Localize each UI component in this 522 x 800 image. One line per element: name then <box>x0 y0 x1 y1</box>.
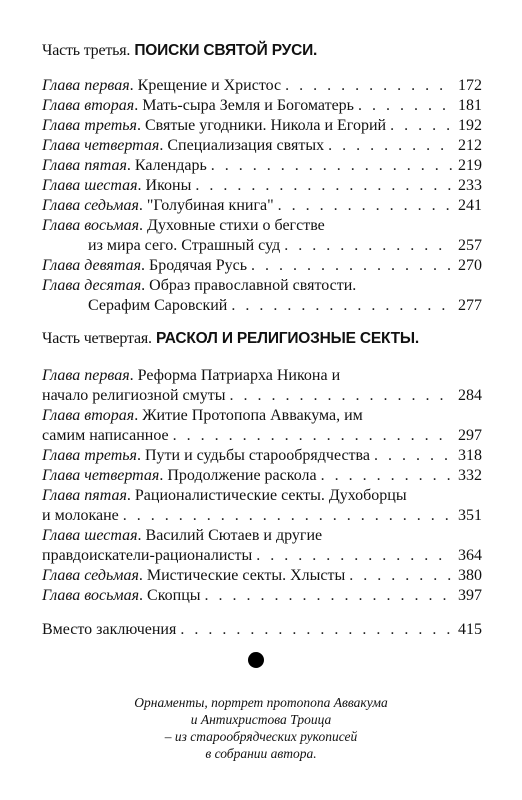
page-number: 332 <box>458 467 482 484</box>
chapter-label: Глава вторая <box>42 407 135 424</box>
chapter-label: Глава шестая <box>42 527 138 544</box>
page-number: 233 <box>458 177 482 194</box>
part-title-punct: . <box>414 330 420 347</box>
chapter-label: Глава девятая <box>42 257 142 274</box>
toc-entry[interactable]: Глава девятая . Бродячая Русь . . . 270 <box>42 256 482 276</box>
toc-entry-continuation[interactable] <box>42 236 482 256</box>
toc-entry[interactable]: Глава вторая . Житие Протопопа Аввакума, им <box>42 407 363 424</box>
toc-entry[interactable]: Глава восьмая . Духовные стихи о бегстве <box>42 217 325 234</box>
chapter-title: Продолжение раскола <box>167 467 317 484</box>
chapter-label: Глава седьмая <box>42 197 139 214</box>
chapter-title: Иконы <box>145 177 192 194</box>
chapter-title: Духовные стихи о бегстве <box>147 217 325 234</box>
part-label: Часть четвертая. <box>42 330 152 347</box>
part-heading <box>42 330 419 348</box>
chapter-title: Святые угодники. Никола и Егорий <box>144 117 387 134</box>
chapter-title-continued: и молокане <box>42 507 119 524</box>
toc-entry-continuation[interactable] <box>42 386 482 406</box>
page-number: 397 <box>458 587 482 604</box>
chapter-title: Бродячая Русь <box>149 257 248 274</box>
dot-leader <box>251 256 452 276</box>
dot-leader <box>321 466 452 486</box>
chapter-title-continued: из мира сего. Страшный суд <box>88 237 281 254</box>
chapter-label: Глава пятая <box>42 157 127 174</box>
toc-entry[interactable]: Глава первая . Крещение и Христос . . . 172 <box>42 76 482 96</box>
toc-entry-continuation[interactable] <box>42 546 482 566</box>
chapter-label: Глава третья <box>42 447 137 464</box>
page-number: 297 <box>458 427 482 444</box>
toc-entry[interactable]: Глава шестая . Иконы . . . 233 <box>42 176 482 196</box>
chapter-title: Житие Протопопа Аввакума, им <box>142 407 363 424</box>
toc-entry[interactable]: Глава пятая . Рационалистические секты. Духоборцы <box>42 487 407 504</box>
dot-leader <box>390 116 452 136</box>
chapter-title: Образ православной святости. <box>149 277 357 294</box>
chapter-label: Глава третья <box>42 117 137 134</box>
chapter-title-continued: начало религиозной смуты <box>42 387 226 404</box>
chapter-title-continued: самим написанное <box>42 427 169 444</box>
chapter-label: Глава четвертая <box>42 467 160 484</box>
chapter-label: Глава восьмая <box>42 217 140 234</box>
dot-leader <box>328 136 452 156</box>
chapter-label: Глава десятая <box>42 277 142 294</box>
page-number: 380 <box>458 567 482 584</box>
chapter-title: "Голубиная книга" <box>146 197 274 214</box>
dot-leader <box>278 196 452 216</box>
toc-entry[interactable]: Глава первая . Реформа Патриарха Никона и <box>42 367 341 384</box>
chapter-label: Глава вторая <box>42 97 135 114</box>
dot-leader <box>211 156 452 176</box>
chapter-label: Глава первая <box>42 77 130 94</box>
chapter-title: Пути и судьбы старообрядчества <box>144 447 370 464</box>
page-number: 241 <box>458 197 482 214</box>
chapter-title: Василий Сютаев и другие <box>145 527 323 544</box>
part-title-punct: . <box>313 42 318 59</box>
chapter-label: Глава седьмая <box>42 567 139 584</box>
chapter-title: Реформа Патриарха Никона и <box>137 367 341 384</box>
toc-entry[interactable]: Глава седьмая . "Голубиная книга" . . . 241 <box>42 196 482 216</box>
dot-leader <box>284 236 452 256</box>
chapter-label: Глава пятая <box>42 487 127 504</box>
chapter-title: Мать-сыра Земля и Богоматерь <box>142 97 354 114</box>
toc-entry[interactable]: Глава седьмая . Мистические секты. Хлысты . . . 380 <box>42 566 482 586</box>
part-title: ПОИСКИ СВЯТОЙ РУСИ <box>134 42 314 59</box>
note-line: и Антихристова Троица <box>190 712 332 727</box>
dot-leader <box>173 426 452 446</box>
chapter-title: Рационалистические секты. Духоборцы <box>134 487 407 504</box>
page-number: 364 <box>458 547 482 564</box>
page-number: 257 <box>458 237 482 254</box>
chapter-title: Специализация святых <box>167 137 325 154</box>
dot-leader <box>205 586 452 606</box>
part-label: Часть третья. <box>42 42 131 59</box>
illustration-note <box>110 694 412 762</box>
chapter-title: Мистические секты. Хлысты <box>146 567 346 584</box>
note-line: – из старообрядческих рукописей <box>164 729 358 744</box>
dot-leader <box>256 546 452 566</box>
page-number: 415 <box>458 621 482 638</box>
toc-entry[interactable]: Глава четвертая . Специализация святых . . . 212 <box>42 136 482 156</box>
chapter-title: Скопцы <box>147 587 201 604</box>
page-number: 277 <box>458 297 482 314</box>
toc-entry[interactable]: Глава третья . Святые угодники. Никола и Егорий . . . 192 <box>42 116 482 136</box>
chapter-label: Глава шестая <box>42 177 138 194</box>
toc-entry-conclusion[interactable] <box>42 620 482 640</box>
page-number: 270 <box>458 257 482 274</box>
chapter-title-continued: правдоискатели-рационалисты <box>42 547 253 564</box>
conclusion-title: Вместо заключения <box>42 621 177 638</box>
toc-entry-continuation[interactable] <box>42 506 482 526</box>
chapter-label: Глава первая <box>42 367 130 384</box>
dot-leader <box>285 76 452 96</box>
dot-leader <box>358 96 452 116</box>
page-number: 181 <box>458 97 482 114</box>
page-number: 351 <box>458 507 482 524</box>
chapter-label: Глава восьмая <box>42 587 140 604</box>
note-line: Орнаменты, портрет протопопа Аввакума <box>134 695 388 710</box>
toc-entry[interactable]: Глава шестая . Василий Сютаев и другие <box>42 527 323 544</box>
chapter-title-continued: Серафим Саровский <box>88 297 228 314</box>
toc-entry[interactable]: Глава пятая . Календарь . . . 219 <box>42 156 482 176</box>
dot-leader <box>123 506 452 526</box>
toc-entry[interactable]: Глава восьмая . Скопцы . . . 397 <box>42 586 482 606</box>
toc-entry[interactable]: Глава третья . Пути и судьбы старообрядчества . . . 318 <box>42 446 482 466</box>
note-line: в собрании автора. <box>205 746 317 761</box>
dot-leader <box>349 566 452 586</box>
ornament-bullet <box>248 652 264 668</box>
dot-leader <box>195 176 452 196</box>
toc-entry[interactable]: Глава четвертая . Продолжение раскола . . . 332 <box>42 466 482 486</box>
chapter-label: Глава четвертая <box>42 137 160 154</box>
page-number: 172 <box>458 77 482 94</box>
page-number: 284 <box>458 387 482 404</box>
chapter-title: Крещение и Христос <box>137 77 282 94</box>
toc-entry[interactable]: Глава десятая . Образ православной святости. <box>42 277 357 294</box>
chapter-title: Календарь <box>134 157 207 174</box>
page-number: 219 <box>458 157 482 174</box>
dot-leader <box>229 386 452 406</box>
dot-leader <box>374 446 452 466</box>
part-title: РАСКОЛ И РЕЛИГИОЗНЫЕ СЕКТЫ <box>155 330 415 347</box>
dot-leader <box>231 296 452 316</box>
toc-entry-continuation[interactable] <box>42 296 482 316</box>
page-number: 192 <box>458 117 482 134</box>
page-number: 212 <box>458 137 482 154</box>
toc-entry[interactable]: Глава вторая . Мать-сыра Земля и Богоматерь . . . 181 <box>42 96 482 116</box>
page-number: 318 <box>458 447 482 464</box>
part-heading <box>42 42 317 60</box>
toc-entry-continuation[interactable] <box>42 426 482 446</box>
dot-leader <box>180 620 452 640</box>
